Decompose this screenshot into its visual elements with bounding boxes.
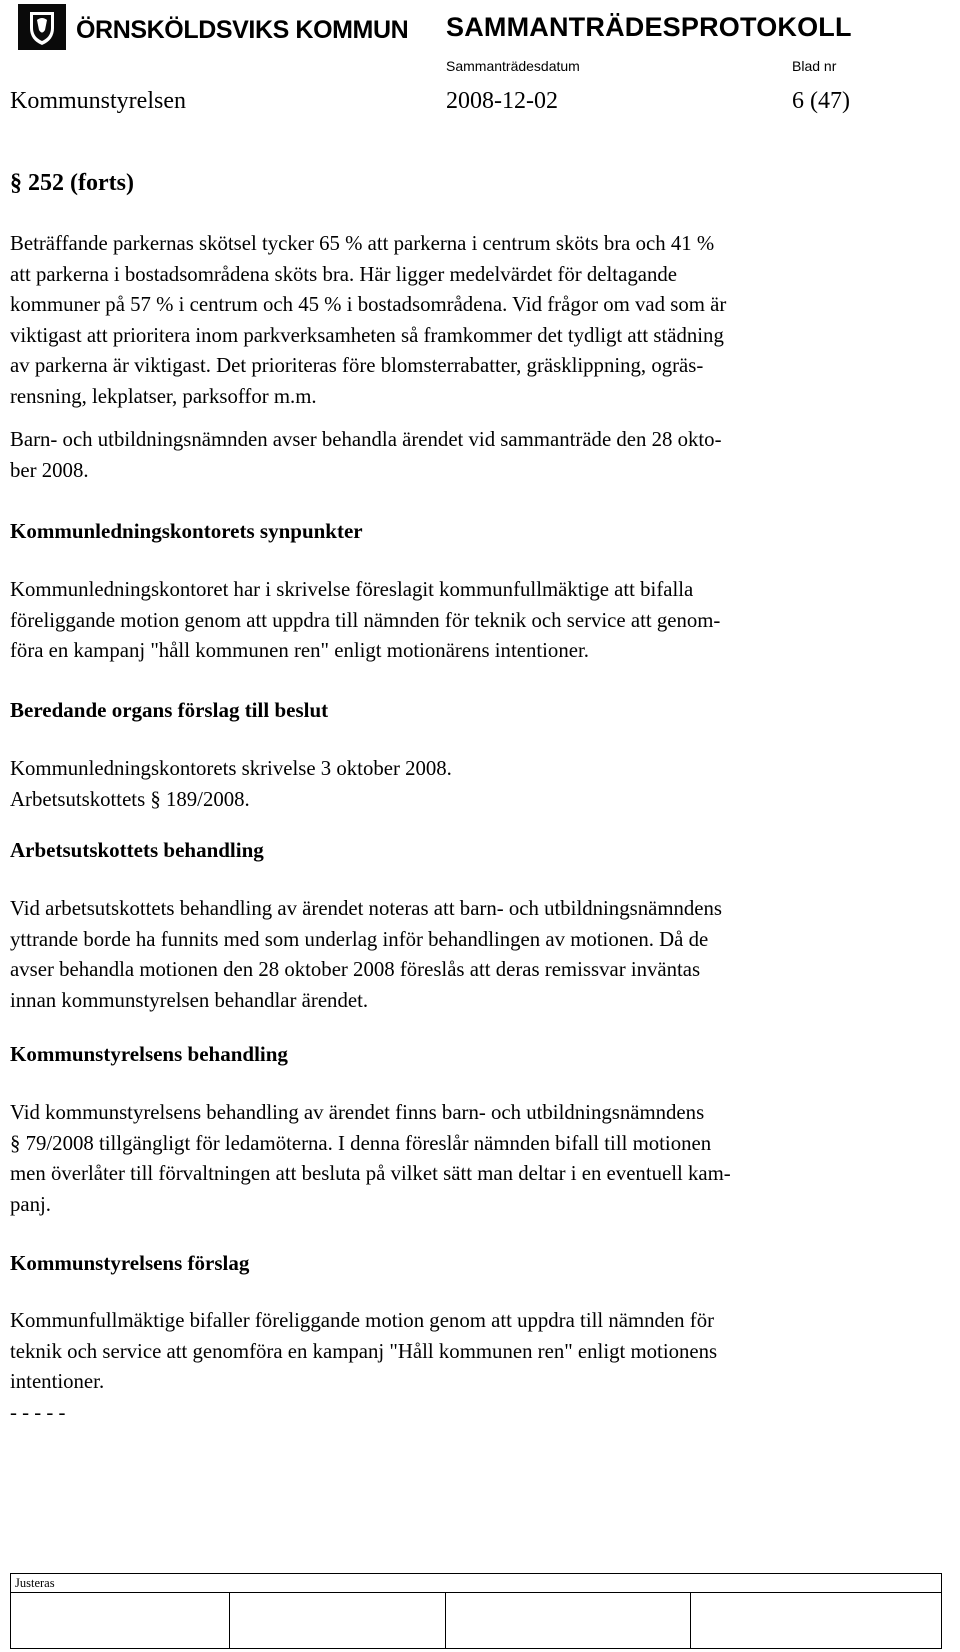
- text-line: Kommunledningskontoret har i skrivelse föreslagit kommunfullmäktige att bifalla: [10, 578, 694, 601]
- document-type: SAMMANTRÄDESPROTOKOLL: [446, 12, 852, 42]
- body-name: Kommunstyrelsen: [10, 88, 186, 114]
- text-line: Kommunfullmäktige bifaller föreliggande motion genom att uppdra till nämnden för: [10, 1309, 715, 1332]
- text-line: att parkerna i bostadsområdena sköts bra. Här ligger medelvärdet för deltagande: [10, 262, 677, 286]
- signature-cell-divider: [690, 1592, 691, 1648]
- text-line: Beträffande parkernas skötsel tycker 65 % att parkerna i centrum sköts bra och 41 %: [10, 232, 715, 255]
- table-divider: [11, 1592, 941, 1593]
- section-heading: Kommunstyrelsens behandling: [10, 1042, 288, 1066]
- section-heading: Kommunledningskontorets synpunkter: [10, 519, 363, 543]
- section-heading: Kommunstyrelsens förslag: [10, 1251, 250, 1275]
- section-heading: Beredande organs förslag till beslut: [10, 698, 329, 722]
- signature-table: [10, 1573, 942, 1649]
- text-line: panj.: [10, 1192, 52, 1216]
- text-line: av parkerna är viktigast. Det prioriteras före blomsterrabatter, gräsklippning, ogräs-: [10, 354, 704, 377]
- text-line: ber 2008.: [10, 458, 89, 482]
- arbetsutskott-paragraph: [10, 894, 722, 1016]
- text-line: Barn- och utbildningsnämnden avser behandla ärendet vid sammanträde den 28 okto-: [10, 428, 722, 451]
- text-line: yttrande borde ha funnits med som underlag inför behandlingen av motionen. Då de: [10, 927, 709, 951]
- text-line: innan kommunstyrelsen behandlar ärendet.: [10, 988, 369, 1012]
- coat-of-arms-icon: [18, 4, 66, 50]
- section-title: § 252 (forts): [10, 170, 134, 196]
- beredande-paragraph: [10, 754, 452, 815]
- text-line: Kommunledningskontorets skrivelse 3 oktober 2008.: [10, 757, 452, 780]
- text-line: rensning, lekplatser, parksoffor m.m.: [10, 384, 317, 408]
- page-label: Blad nr: [792, 58, 837, 74]
- justeras-label: Justeras: [15, 1576, 55, 1590]
- signature-cell-divider: [229, 1592, 230, 1648]
- text-line: Vid kommunstyrelsens behandling av ärendet finns barn- och utbildningsnämndens: [10, 1101, 705, 1124]
- municipality-name: ÖRNSKÖLDSVIKS KOMMUN: [76, 16, 409, 44]
- date-label: Sammanträdesdatum: [446, 58, 580, 74]
- ks-forslag-paragraph: [10, 1306, 717, 1428]
- text-line: § 79/2008 tillgängligt för ledamöterna. I denna föreslår nämnden bifall till motionen: [10, 1131, 712, 1155]
- signature-cell-divider: [445, 1592, 446, 1648]
- text-line: intentioner.: [10, 1370, 105, 1393]
- text-line: men överlåter till förvaltningen att besluta på vilket sätt man deltar i en eventuell kam-: [10, 1162, 731, 1185]
- text-line: Arbetsutskottets § 189/2008.: [10, 787, 250, 811]
- page-number: 6 (47): [792, 88, 850, 114]
- text-line: kommuner på 57 % i centrum och 45 % i bostadsområdena. Vid frågor om vad som är: [10, 293, 727, 316]
- text-line: viktigast att prioritera inom parkverksamheten så framkommer det tydligt att städning: [10, 323, 724, 347]
- text-line: Vid arbetsutskottets behandling av ärendet noteras att barn- och utbildningsnämndens: [10, 897, 723, 920]
- ks-behandling-paragraph: [10, 1098, 731, 1220]
- barn-paragraph: [10, 425, 722, 486]
- municipality-logo: [18, 4, 409, 56]
- intro-paragraph: [10, 229, 726, 412]
- text-line: föra en kampanj "håll kommunen ren" enligt motionärens intentioner.: [10, 639, 589, 662]
- meeting-date: 2008-12-02: [446, 88, 558, 114]
- text-line: teknik och service att genomföra en kampanj "Håll kommunen ren" enligt motionens: [10, 1339, 718, 1363]
- section-heading: Arbetsutskottets behandling: [10, 838, 264, 862]
- end-marker: - - - - -: [10, 1400, 66, 1424]
- text-line: föreliggande motion genom att uppdra till nämnden för teknik och service att genom-: [10, 608, 721, 632]
- text-line: avser behandla motionen den 28 oktober 2008 föreslås att deras remissvar inväntas: [10, 958, 701, 981]
- kommunledning-paragraph: [10, 575, 720, 667]
